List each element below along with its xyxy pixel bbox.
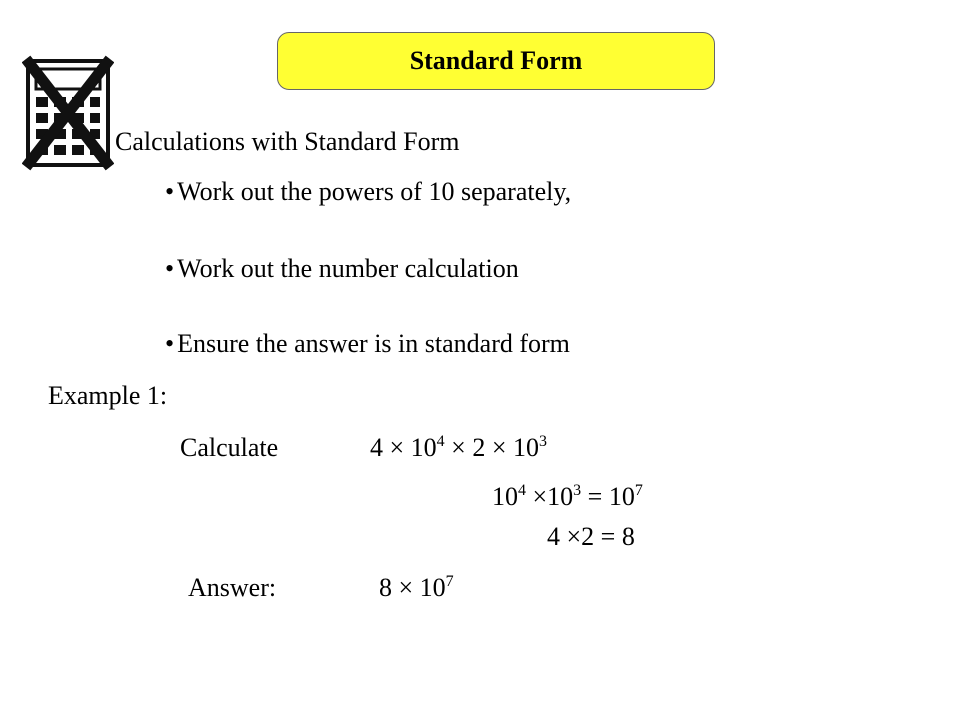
expr-exponent: 3 — [539, 433, 547, 450]
example-label: Example 1: — [48, 381, 168, 410]
step-exponent: 3 — [573, 482, 582, 499]
expr-term: × 2 × 10 — [444, 433, 539, 462]
step-term: = 10 — [581, 482, 635, 511]
expr-term: 4 × 10 — [370, 433, 437, 462]
step-term: ×10 — [526, 482, 574, 511]
calculate-label: Calculate — [180, 433, 279, 462]
bullet-item: • Work out the number calculation — [165, 254, 519, 284]
step-powers — [492, 482, 643, 512]
bullet-item: • Ensure the answer is in standard form — [165, 329, 570, 359]
expr-exponent: 4 — [436, 433, 445, 450]
answer-value — [379, 573, 454, 603]
section-heading: Calculations with Standard Form — [115, 127, 460, 156]
page-title: Standard Form — [277, 32, 715, 90]
answer-exponent: 7 — [445, 573, 454, 590]
calculate-expression — [370, 433, 547, 463]
answer-term: 8 × 10 — [379, 573, 446, 602]
answer-label: Answer: — [188, 573, 277, 602]
step-term: 10 — [492, 482, 518, 511]
step-exponent: 4 — [518, 482, 526, 499]
step-numbers: 4 ×2 = 8 — [547, 522, 635, 551]
calculator-crossed-icon — [22, 55, 114, 171]
bullet-item: • Work out the powers of 10 separately, — [165, 177, 571, 207]
step-exponent: 7 — [634, 482, 643, 499]
